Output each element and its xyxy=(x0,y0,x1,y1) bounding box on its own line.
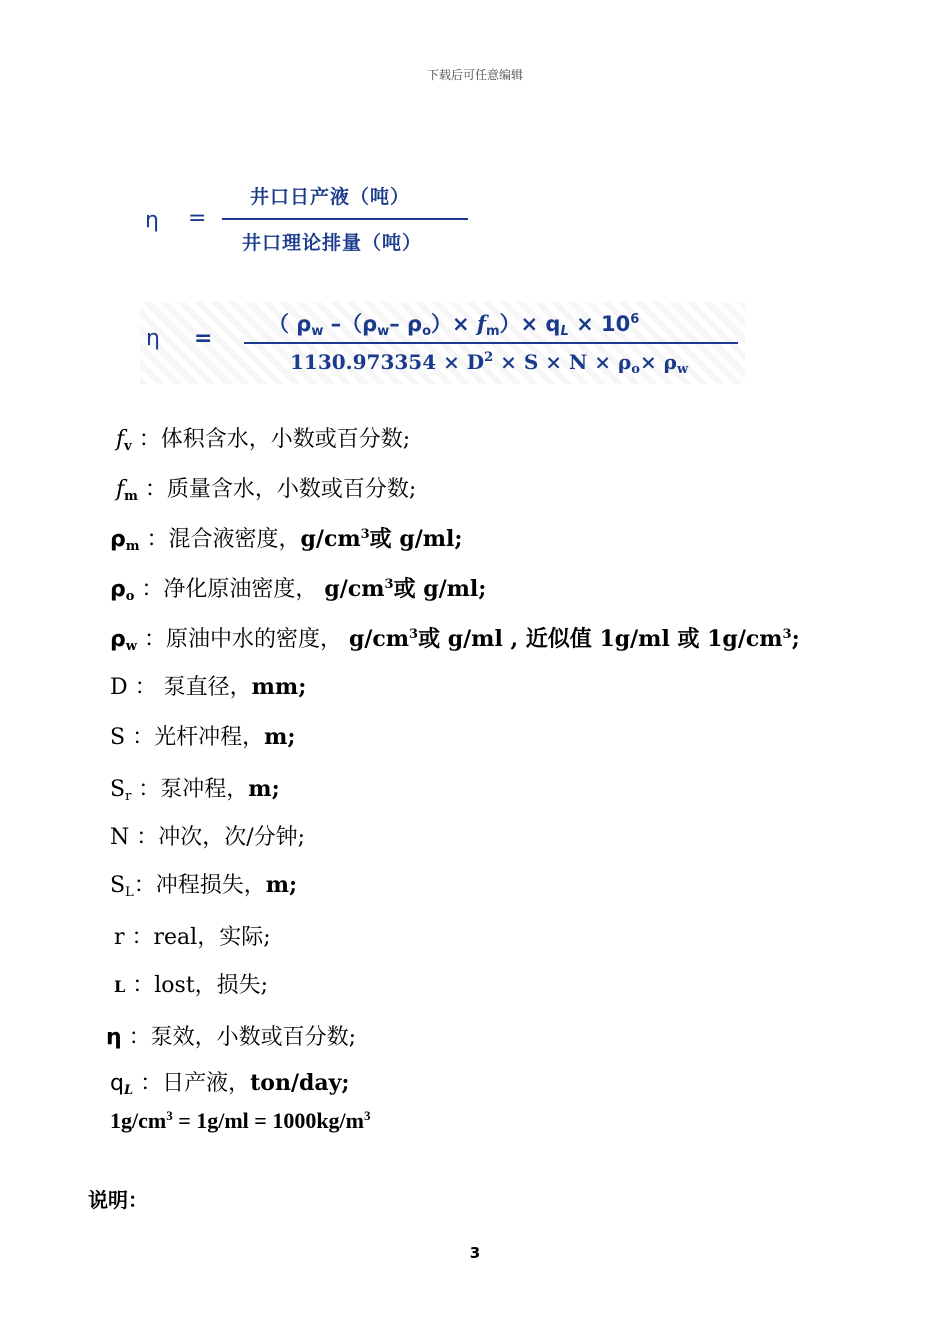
page-header: 下载后可任意编辑 xyxy=(426,68,523,82)
formula-denominator: $1130.973354 \times D^2 \times S \times N \times \rho_o\times \rho_w$ xyxy=(290,350,689,377)
fraction-bar xyxy=(222,218,468,220)
def-L: L ：lost，损失; xyxy=(114,973,269,998)
equals-sign: = xyxy=(188,206,207,231)
formula-numerator: 井口日产液（吨） xyxy=(250,186,411,208)
def-r: r ：real，实际; xyxy=(114,925,271,950)
def-D: D ： 泵直径，mm; xyxy=(110,674,307,700)
def-SL: $S_L$：冲程损失，m; xyxy=(110,872,298,900)
def-fm: $f_m$ ：质量含水，小数或百分数; xyxy=(116,477,417,504)
def-rho-o: $\rho_o$ ：净化原油密度， $g/cm^3$或 g/ml; xyxy=(110,576,487,604)
def-Sr: $S_r$ ：泵冲程，m; xyxy=(110,776,280,804)
fraction-bar xyxy=(244,342,738,344)
formula-denominator: 井口理论排量（吨） xyxy=(242,232,423,254)
formula-numerator: （ $\rho_w$ $-(\rho_w-$ $\rho_o)\times f_m)\times q_L \times 10^6$ xyxy=(268,311,640,339)
def-S: S ：光杆冲程，m; xyxy=(110,724,296,750)
def-rho-m: $\rho_m$ ：混合液密度，$g/cm^3$或 g/ml; xyxy=(110,526,463,554)
def-eta: η ：泵效，小数或百分数; xyxy=(106,1025,357,1050)
eta-symbol: η xyxy=(145,208,159,233)
unit-conversion: $1g/cm^3 = 1g/ml = 1000kg/m^3$ xyxy=(110,1108,371,1133)
equals-sign: = xyxy=(194,326,213,351)
def-qL: $q_L$ ：日产液，ton/day; xyxy=(110,1070,350,1098)
note-heading: 说明： xyxy=(88,1188,148,1212)
pump-efficiency-formula-simple xyxy=(140,178,480,258)
page-number: 3 xyxy=(469,1244,481,1262)
def-rho-w: $\rho_w$ ：原油中水的密度， $g/cm^3$或 g/ml , 近似值 1g/ml 或 $1g/cm^3$; xyxy=(110,626,800,654)
eta-symbol: η xyxy=(146,326,160,351)
def-N: N ：冲次，次/分钟; xyxy=(110,825,306,850)
pump-efficiency-formula-detailed xyxy=(140,302,745,384)
def-fv: $f_v$ ：体积含水，小数或百分数; xyxy=(116,427,411,454)
